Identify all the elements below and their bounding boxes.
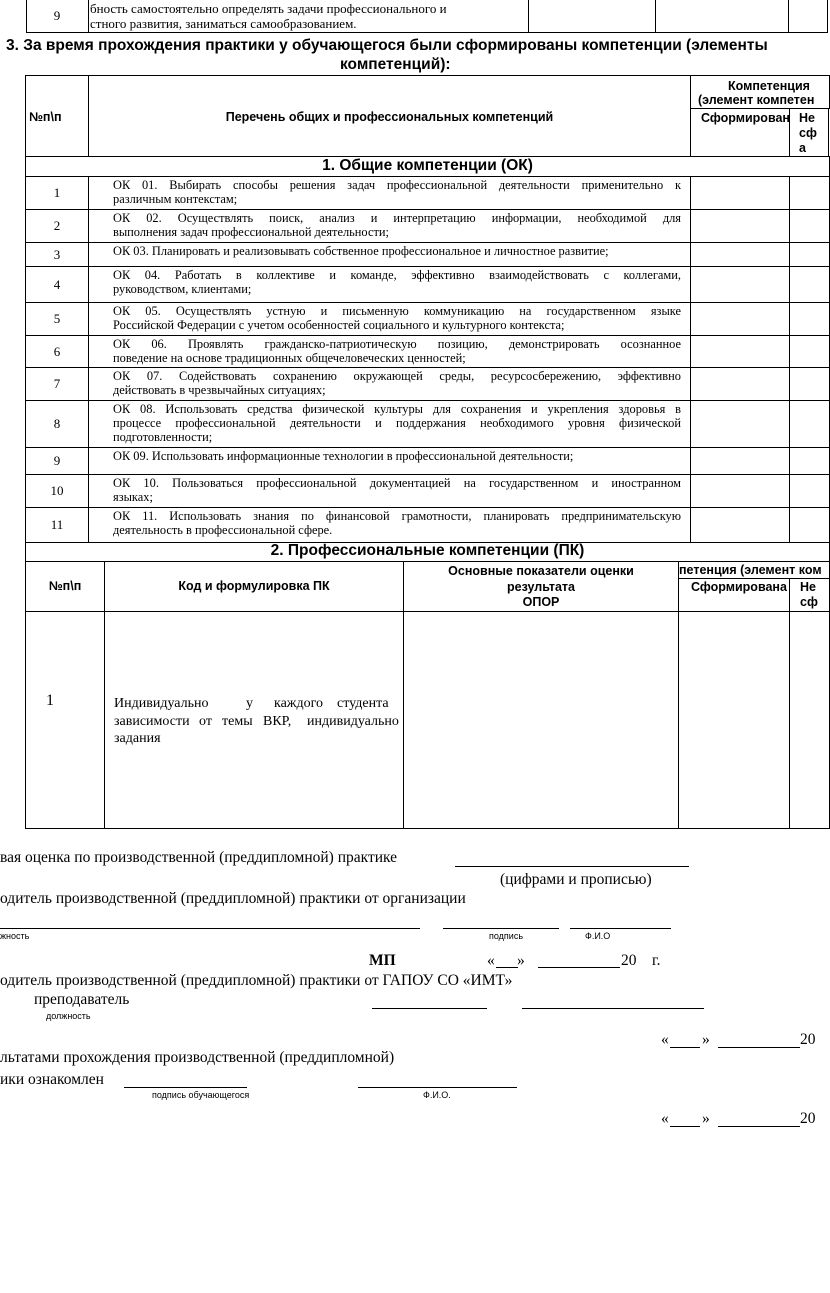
col-list: Перечень общих и профессиональных компетенций <box>225 110 554 124</box>
ok-row-text: действовать в чрезвычайных ситуациях; <box>113 383 326 397</box>
final-grade-hint: (цифрами и прописью) <box>500 871 652 888</box>
group-pk: 2. Профессиональные компетенции (ПК) <box>270 542 585 559</box>
pk-row-word: индивидуально <box>307 714 399 729</box>
date2-open: « <box>661 1031 669 1048</box>
head-imt-label: одитель производственной (преддипломной) практики от ГАПОУ СО «ИМТ» <box>0 972 513 989</box>
ok-row-num: 1 <box>53 185 61 200</box>
head-org-label: одитель производственной (преддипломной) практики от организации <box>0 890 466 907</box>
lbl-student-sign: подпись обучающегося <box>152 1090 250 1100</box>
stamp-mp: МП <box>369 952 396 969</box>
ok-row-num: 7 <box>53 376 61 391</box>
pk-col-not-1: Не <box>800 580 816 594</box>
ok-row-text: процессе профессиональной деятельности и поддержания необходимого уровня физической <box>113 416 681 430</box>
date3-year: 20 <box>800 1110 816 1127</box>
date2-close: » <box>702 1031 710 1048</box>
ok-row-text: ОК 11. Использовать знания по финансовой грамотности, планировать предпринимательскую <box>113 509 681 523</box>
ok-row-text: языках; <box>113 490 153 504</box>
section3-title-2: компетенций): <box>340 56 451 73</box>
lbl-position-2: должность <box>46 1011 91 1021</box>
col-num: №п\п <box>29 110 62 124</box>
teacher-label: преподаватель <box>34 991 130 1008</box>
lbl-sign: подпись <box>489 931 524 941</box>
ok-row-num: 6 <box>53 343 61 359</box>
col-not-formed-2: сф <box>799 126 817 140</box>
date-close: » <box>517 952 525 969</box>
date3-close: » <box>702 1110 710 1127</box>
ok-row-num: 2 <box>53 218 61 233</box>
ok-row-num: 11 <box>50 517 64 532</box>
col-competence: Компетенция <box>728 79 810 93</box>
date-open: « <box>487 952 495 969</box>
ok-row-text: ОК 04. Работать в коллективе и команде, эффективно взаимодействовать с коллегами, <box>113 268 681 282</box>
lbl-fio-2: Ф.И.О. <box>423 1090 451 1100</box>
results-line-2: ики ознакомлен <box>0 1071 104 1088</box>
col-not-formed-3: а <box>799 141 806 155</box>
lbl-fio: Ф.И.О <box>585 931 611 941</box>
ok-row-num: 3 <box>53 246 61 262</box>
pk-col-formed: Сформирована <box>691 580 787 594</box>
ok-row-text: ОК 02. Осуществлять поиск, анализ и интерпретацию информации, необходимой для <box>113 211 681 225</box>
date2-year: 20 <box>800 1031 816 1048</box>
final-grade-label: вая оценка по производственной (преддипломной) практике <box>0 849 398 866</box>
pk-row-word: от <box>199 714 212 729</box>
ok-row-text: подготовленности; <box>113 430 213 444</box>
pk-col-ind-2: результата <box>507 580 575 594</box>
pk-col-ind-3: ОПОР <box>522 595 560 609</box>
pk-row-word: у <box>246 696 253 711</box>
results-line-1: льтатами прохождения производственной (преддипломной) <box>0 1049 395 1066</box>
ok-row-text: ОК 08. Использовать средства физической культуры для сохранения и укрепления здоровья в <box>113 402 681 416</box>
section3-title-1: 3. За время прохождения практики у обучающегося были сформированы компетенции (элементы <box>6 37 768 54</box>
pk-col-not-2: сф <box>800 595 818 609</box>
ok-row-text: деятельность в профессиональной сфере. <box>113 523 333 537</box>
ok-row-text: поведение на основе традиционных общечеловеческих ценностей; <box>113 351 466 365</box>
pk-row-word: темы <box>222 714 253 729</box>
ok-row-num: 5 <box>53 311 61 326</box>
pk-col-num: №п\п <box>48 579 82 593</box>
lbl-position: жность <box>0 931 30 941</box>
pk-row-word: задания <box>114 731 161 746</box>
col-not-formed-1: Не <box>799 111 815 125</box>
ok-row-num: 9 <box>53 453 61 468</box>
top-row-text-2: стного развития, заниматься самообразованием. <box>90 16 357 31</box>
col-competence-sub: (элемент компетен <box>698 93 815 107</box>
ok-row-num: 10 <box>50 483 64 498</box>
ok-row-text: различным контекстам; <box>113 192 238 206</box>
pk-row-num: 1 <box>46 692 54 709</box>
ok-row-text: Российской Федерации с учетом особенностей социального и культурного контекста; <box>113 318 565 332</box>
group-ok: 1. Общие компетенции (ОК) <box>322 157 533 174</box>
pk-col-ind-1: Основные показатели оценки <box>448 564 634 578</box>
pk-col-competence: петенция (элемент ком <box>679 563 822 577</box>
ok-row-text: ОК 01. Выбирать способы решения задач профессиональной деятельности применительно к <box>113 178 681 192</box>
ok-row-text: ОК 07. Содействовать сохранению окружающей среды, ресурсосбережению, эффективно <box>113 369 681 383</box>
ok-row-text: ОК 05. Осуществлять устную и письменную коммуникацию на государственном языке <box>113 304 681 318</box>
ok-row-text: ОК 10. Пользоваться профессиональной документацией на государственном и иностранном <box>113 476 681 490</box>
top-row-num: 9 <box>53 8 61 23</box>
pk-col-code: Код и формулировка ПК <box>178 579 330 593</box>
ok-row-text: выполнения задач профессиональной деятельности; <box>113 225 389 239</box>
col-formed: Сформирован <box>701 111 790 125</box>
top-row-text-1: бность самостоятельно определять задачи профессионального и <box>90 1 447 16</box>
ok-row-text: ОК 03. Планировать и реализовывать собственное профессиональное и личностное развитие; <box>113 244 609 258</box>
ok-row-text: ОК 09. Использовать информационные технологии в профессиональной деятельности; <box>113 449 574 463</box>
ok-row-num: 8 <box>53 416 61 431</box>
pk-row-word: ВКР, <box>263 714 292 729</box>
ok-row-num: 4 <box>53 276 61 292</box>
pk-row-word: каждого <box>274 696 323 711</box>
ok-row-text: руководством, клиентами; <box>113 282 252 296</box>
pk-row-word: Индивидуально <box>114 696 209 711</box>
ok-row-text: ОК 06. Проявлять гражданско-патриотическую позицию, демонстрировать осознанное <box>113 337 681 351</box>
pk-row-word: студента <box>337 696 389 711</box>
date-year: 20 г. <box>621 952 661 969</box>
date3-open: « <box>661 1110 669 1127</box>
pk-row-word: зависимости <box>114 714 190 729</box>
